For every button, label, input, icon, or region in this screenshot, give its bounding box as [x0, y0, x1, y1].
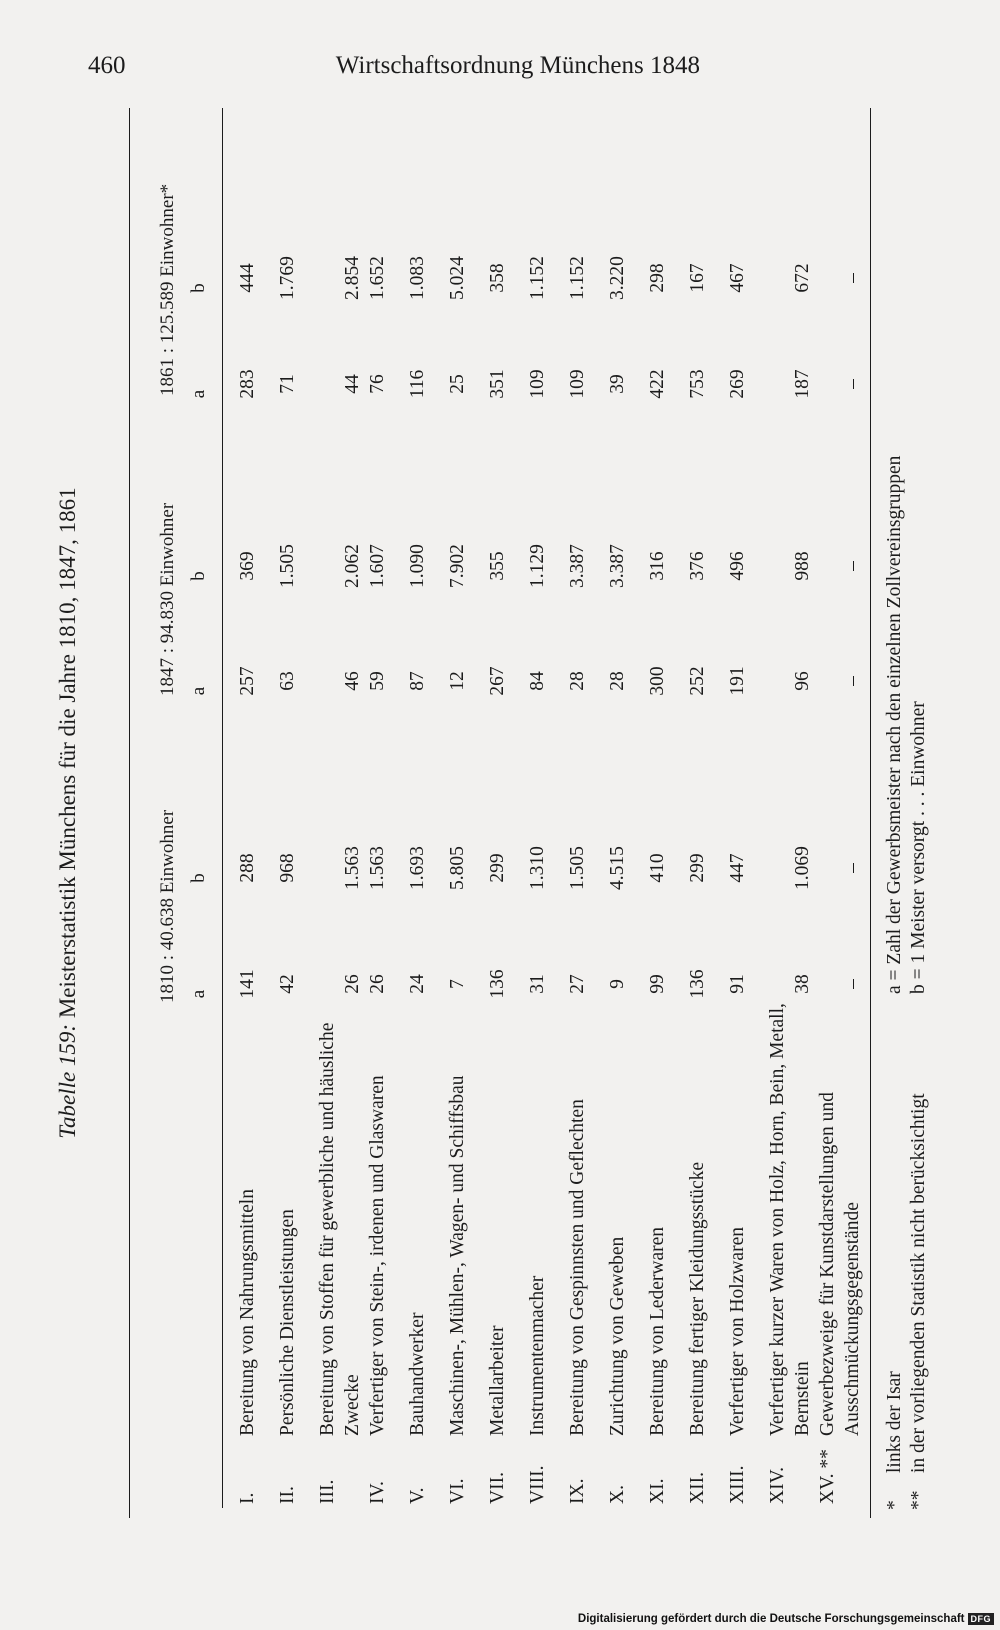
value-1810-a: 91 [727, 974, 748, 994]
value-1810-b: 1.563 [342, 846, 363, 890]
row-label: Zurichtung von Geweben [607, 1236, 628, 1436]
digitization-text: Digitalisierung gefördert durch die Deutsche Forschungsgemeinschaft [577, 1613, 965, 1625]
value-1861-b: 3.220 [607, 256, 628, 300]
value-1861-b: 467 [727, 263, 748, 293]
subheader-a: a [188, 989, 209, 999]
value-1861-b: 1.083 [407, 256, 428, 300]
value-1861-a: 269 [727, 369, 748, 399]
value-1861-b: 167 [687, 263, 708, 293]
row-label: Verfertiger von Holzwaren [727, 1227, 748, 1436]
value-1847-b: 3.387 [607, 544, 628, 588]
value-1861-a: 351 [487, 369, 508, 399]
value-1861-b: 298 [647, 263, 668, 293]
value-1810-b: 447 [727, 853, 748, 883]
value-1861-b: – [842, 273, 863, 283]
row-number: IX. [567, 1478, 588, 1504]
value-1861-a: 109 [567, 369, 588, 399]
value-1861-a: 116 [407, 369, 428, 399]
running-head: Wirtschaftsordnung Münchens 1848 [335, 52, 700, 79]
value-1810-b: 1.693 [407, 846, 428, 890]
value-1847-a: 87 [407, 671, 428, 691]
footnote-mark: ** [908, 1490, 929, 1510]
subheader-b: b [188, 571, 209, 581]
value-1847-b: 3.387 [567, 544, 588, 588]
row-label: Bereitung fertiger Kleidungsstücke [687, 1162, 708, 1436]
value-1847-a: 257 [237, 666, 258, 696]
value-1861-a: 187 [792, 369, 813, 399]
value-1810-b: 299 [687, 853, 708, 883]
value-1847-b: – [842, 561, 863, 571]
value-1810-a: 24 [407, 974, 428, 994]
value-1861-a: 39 [607, 374, 628, 394]
value-1847-b: 355 [487, 551, 508, 581]
value-1810-a: 26 [342, 974, 363, 994]
value-1810-a: 26 [367, 974, 388, 994]
value-1847-b: 7.902 [447, 544, 468, 588]
row-label: Bauhandwerker [407, 1312, 428, 1436]
row-label: Verfertiger von Stein-, irdenen und Glaswaren [367, 1075, 388, 1436]
row-label: Gewerbezweige für Kunstdarstellungen und Ausschmückungsgegenstände [817, 1092, 863, 1436]
value-1847-a: 59 [367, 671, 388, 691]
value-1847-a: 28 [607, 671, 628, 691]
value-1810-b: 288 [237, 853, 258, 883]
value-1847-a: 191 [727, 666, 748, 696]
row-number: X. [607, 1485, 628, 1504]
value-1861-a: – [842, 379, 863, 389]
row-label: Bereitung von Lederwaren [647, 1227, 668, 1436]
value-1861-b: 2.854 [342, 256, 363, 300]
row-number: XII. [687, 1472, 708, 1504]
value-1861-a: 25 [447, 374, 468, 394]
digitization-notice [578, 1610, 994, 1628]
row-number: VIII. [527, 1465, 548, 1504]
value-1847-a: 12 [447, 671, 468, 691]
footnote-text: links der Isar [884, 1371, 905, 1473]
row-number: XI. [647, 1478, 668, 1504]
row-number: II. [277, 1486, 298, 1504]
row-label: Bereitung von Stoffen für gewerbliche und häusliche Zwecke [317, 1022, 363, 1436]
row-number: IV. [367, 1481, 388, 1504]
value-1847-a: 252 [687, 666, 708, 696]
value-1810-a: 7 [447, 979, 468, 989]
column-group-1861: 1861 : 125.589 Einwohner* [157, 183, 178, 396]
row-label: Instrumentenmacher [527, 1275, 548, 1436]
column-group-1810: 1810 : 40.638 Einwohner [157, 809, 178, 1003]
value-1810-b: 968 [277, 853, 298, 883]
value-1847-a: 96 [792, 671, 813, 691]
row-number: XIII. [727, 1465, 748, 1504]
rule-bottom [870, 108, 871, 1518]
value-1861-b: 1.152 [527, 256, 548, 300]
footnote-mark: * [884, 1500, 905, 1510]
value-1810-b: 1.563 [367, 846, 388, 890]
value-1810-a: 31 [527, 974, 548, 994]
value-1847-b: 2.062 [342, 544, 363, 588]
value-1810-a: 136 [687, 969, 708, 999]
value-1810-a: – [842, 979, 863, 989]
value-1810-b: 410 [647, 853, 668, 883]
value-1810-b: 5.805 [447, 846, 468, 890]
value-1810-a: 141 [237, 969, 258, 999]
value-1861-b: 672 [792, 263, 813, 293]
value-1861-a: 109 [527, 369, 548, 399]
row-label: Metallarbeiter [487, 1325, 508, 1436]
value-1847-a: 28 [567, 671, 588, 691]
page-number: 460 [88, 52, 126, 79]
row-label: Bereitung von Gespinnsten und Geflechten [567, 1099, 588, 1436]
value-1810-b: – [842, 863, 863, 873]
table-title-text: Meisterstatistik Münchens für die Jahre 1810, 1847, 1861 [55, 487, 80, 1024]
row-number: VII. [487, 1472, 508, 1504]
value-1861-a: 44 [342, 374, 363, 394]
row-number: XIV. [767, 1466, 788, 1504]
row-label: Persönliche Dienstleistungen [277, 1209, 298, 1436]
value-1847-b: 988 [792, 551, 813, 581]
value-1861-a: 753 [687, 369, 708, 399]
value-1847-b: 1.090 [407, 544, 428, 588]
rule-top [129, 108, 130, 1518]
value-1810-b: 4.515 [607, 846, 628, 890]
value-1847-b: 316 [647, 551, 668, 581]
footnote-text: in der vorliegenden Statistik nicht berücksichtigt [908, 1093, 929, 1473]
value-1847-b: 496 [727, 551, 748, 581]
value-1810-a: 42 [277, 974, 298, 994]
row-label: Maschinen-, Mühlen-, Wagen- und Schiffsbau [447, 1075, 468, 1436]
dfg-logo-icon: DFG [968, 1613, 995, 1625]
value-1861-a: 422 [647, 369, 668, 399]
row-number: XV. ** [817, 1449, 838, 1504]
value-1847-a: – [842, 676, 863, 686]
subheader-a: a [188, 686, 209, 696]
value-1861-b: 1.652 [367, 256, 388, 300]
value-1810-a: 9 [607, 979, 628, 989]
value-1861-b: 1.769 [277, 256, 298, 300]
value-1847-b: 1.607 [367, 544, 388, 588]
value-1861-b: 444 [237, 263, 258, 293]
legend-a: a = Zahl der Gewerbsmeister nach den einzelnen Zollvereinsgruppen [884, 455, 905, 994]
value-1847-b: 1.129 [527, 544, 548, 588]
value-1847-a: 84 [527, 671, 548, 691]
value-1810-a: 136 [487, 969, 508, 999]
value-1861-a: 76 [367, 374, 388, 394]
value-1861-b: 1.152 [567, 256, 588, 300]
rule-header [222, 108, 223, 1508]
value-1810-b: 1.310 [527, 846, 548, 890]
value-1861-b: 5.024 [447, 256, 468, 300]
subheader-b: b [188, 873, 209, 883]
value-1847-b: 1.505 [277, 544, 298, 588]
value-1847-a: 300 [647, 666, 668, 696]
row-number: VI. [447, 1478, 468, 1504]
value-1861-a: 71 [277, 374, 298, 394]
row-label: Bereitung von Nahrungsmitteln [237, 1189, 258, 1436]
value-1810-b: 299 [487, 853, 508, 883]
value-1847-a: 46 [342, 671, 363, 691]
value-1847-b: 369 [237, 551, 258, 581]
rotated-table-block [45, 108, 929, 1518]
row-number: I. [237, 1492, 258, 1504]
value-1847-b: 376 [687, 551, 708, 581]
value-1861-b: 358 [487, 263, 508, 293]
column-group-1847: 1847 : 94.830 Einwohner [157, 502, 178, 696]
value-1810-a: 99 [647, 974, 668, 994]
value-1810-a: 38 [792, 974, 813, 994]
value-1810-a: 27 [567, 974, 588, 994]
page-header [88, 44, 700, 84]
subheader-a: a [188, 389, 209, 399]
value-1861-a: 283 [237, 369, 258, 399]
value-1810-b: 1.069 [792, 846, 813, 890]
row-number: III. [317, 1479, 338, 1504]
table-title [55, 108, 81, 1518]
value-1847-a: 267 [487, 666, 508, 696]
subheader-b: b [188, 283, 209, 293]
value-1810-b: 1.505 [567, 846, 588, 890]
value-1847-a: 63 [277, 671, 298, 691]
row-label: Verfertiger kurzer Waren von Holz, Horn, Bein, Metall, Bernstein [767, 1003, 813, 1436]
legend-b: b = 1 Meister versorgt . . . Einwohner [908, 701, 929, 994]
table-title-number: Tabelle 159: [55, 1023, 80, 1139]
row-number: V. [407, 1487, 428, 1504]
